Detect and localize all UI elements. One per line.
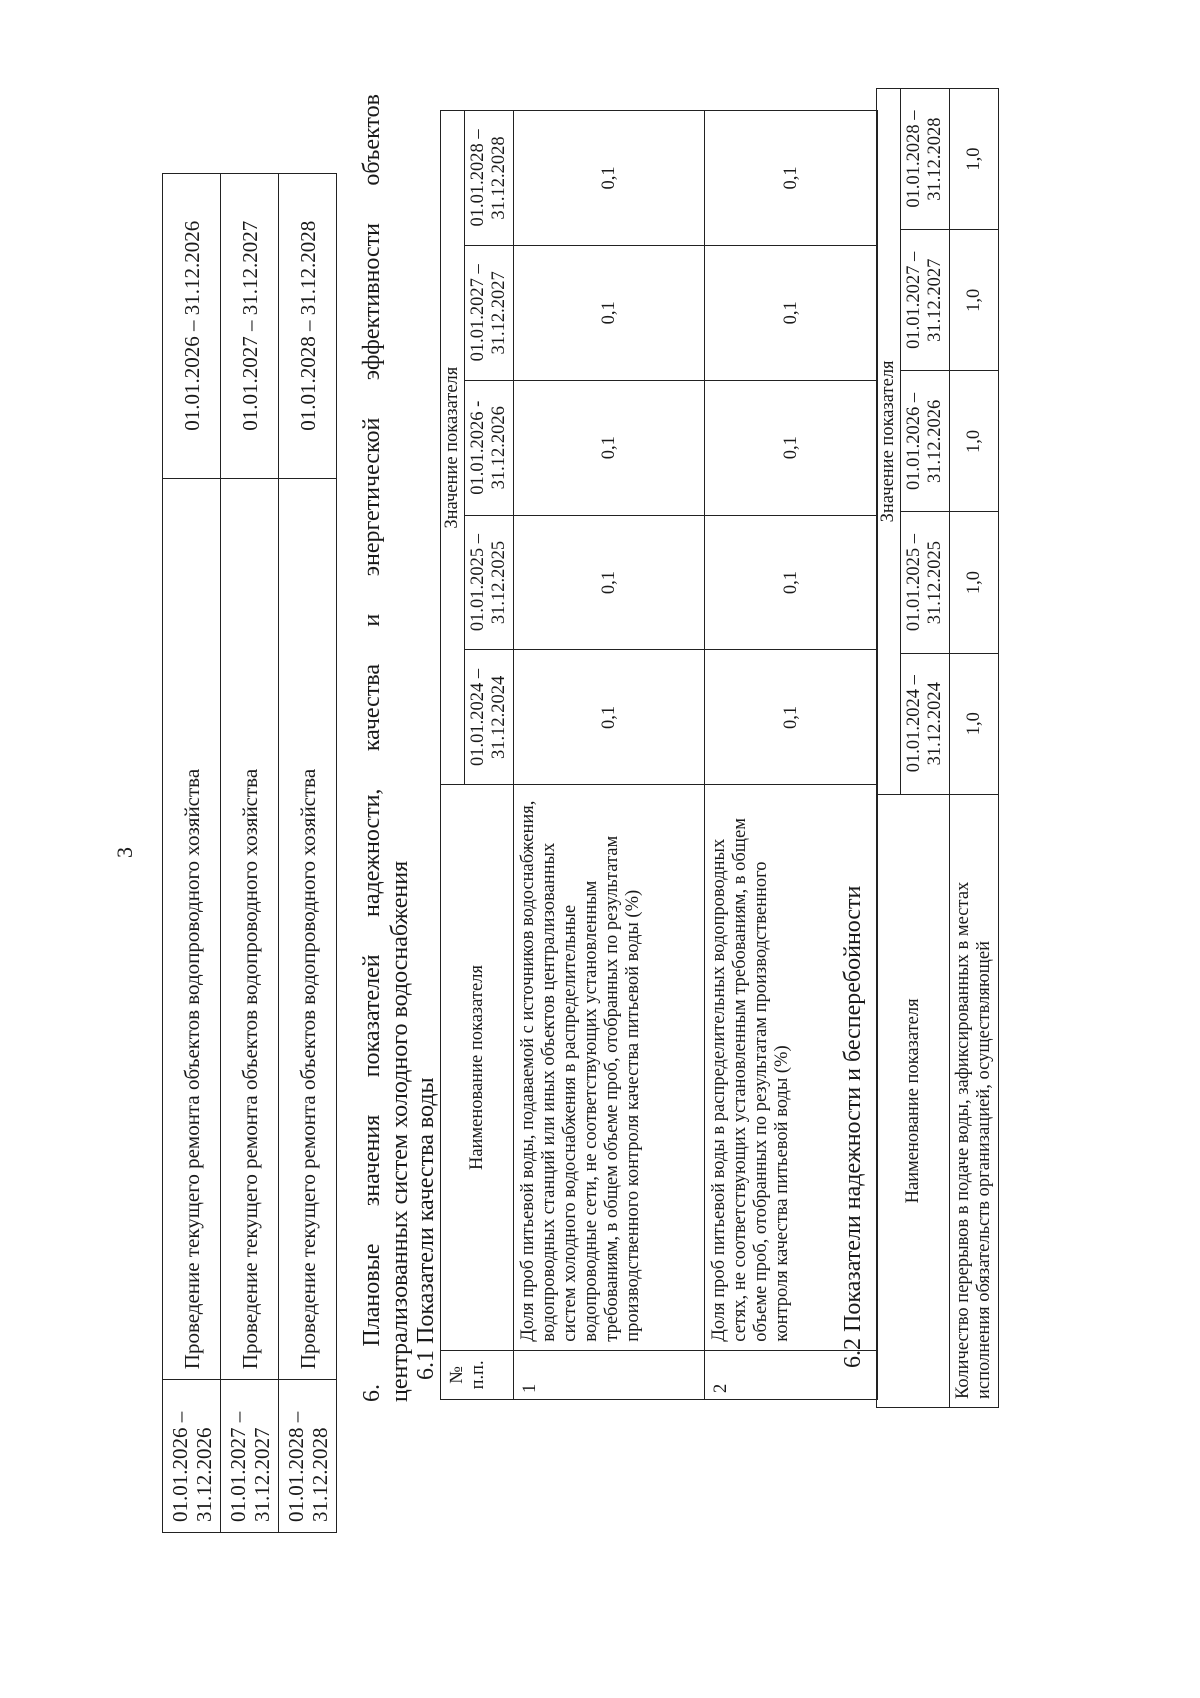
dates-cell: 01.01.2028 – 31.12.2028 — [279, 174, 337, 479]
section-6-heading-line1: 6. Плановые значения показателей надежности, качества и энергетической эффективности объектов — [359, 94, 385, 1402]
work-cell: Проведение текущего ремонта объектов водопроводного хозяйства — [221, 478, 279, 1380]
indicator-value: 0,1 — [705, 515, 878, 650]
period-header: 01.01.2027 – 31.12.2027 — [465, 245, 514, 380]
section-6-heading-line2: централизованных систем холодного водоснабжения — [387, 860, 413, 1402]
indicator-name: Доля проб питьевой воды в распределительных водопроводных сетях, не соответствующих установленным требованиям, в общем объеме проб, отобранных по результатам производственного контроля качества питьевой воды (%) — [705, 785, 878, 1350]
period-header: 01.01.2026 – 31.12.2026 — [901, 371, 950, 512]
table-row — [221, 174, 279, 1533]
indicator-name: Доля проб питьевой воды, подаваемой с источников водоснабжения, водопроводных станций или иных объектов централизованных систем холодного водоснабжения в распределительные водопроводные сети, не соответствующих установленным требованиям, в общем объеме проб, отобранных по результатам производственного контроля качества питьевой воды (%) — [514, 785, 705, 1350]
period-header: 01.01.2024 – 31.12.2024 — [465, 650, 514, 785]
indicator-value: 0,1 — [514, 380, 705, 515]
period-cell: 01.01.2028 – 31.12.2028 — [279, 1380, 337, 1533]
row-number: 1 — [514, 1350, 705, 1399]
period-header: 01.01.2024 – 31.12.2024 — [901, 653, 950, 794]
period-header: 01.01.2026 - 31.12.2026 — [465, 380, 514, 515]
indicator-value: 1,0 — [950, 371, 999, 512]
work-cell: Проведение текущего ремонта объектов водопроводного хозяйства — [163, 478, 221, 1380]
table-header-row — [441, 111, 465, 1400]
table-row — [950, 89, 999, 1408]
indicator-value: 0,1 — [705, 111, 878, 246]
period-cell: 01.01.2027 – 31.12.2027 — [221, 1380, 279, 1533]
indicator-value: 0,1 — [514, 245, 705, 380]
indicator-value: 0,1 — [514, 111, 705, 246]
period-header: 01.01.2025 – 31.12.2025 — [465, 515, 514, 650]
col-no-header: № п.п. — [441, 1350, 514, 1399]
indicator-value: 1,0 — [950, 89, 999, 230]
col-value-header: Значение показателя — [877, 89, 901, 795]
dates-cell: 01.01.2027 – 31.12.2027 — [221, 174, 279, 479]
reliability-table — [876, 88, 999, 1408]
indicator-value: 1,0 — [950, 653, 999, 794]
dates-cell: 01.01.2026 – 31.12.2026 — [163, 174, 221, 479]
indicator-name: Количество перерывов в подаче воды, зафиксированных в местах исполнения обязательств организацией, осуществляющей — [950, 794, 999, 1407]
repair-schedule-table — [162, 173, 337, 1533]
row-number: 2 — [705, 1350, 878, 1399]
section-6-heading — [358, 94, 414, 1402]
table-header-row — [877, 89, 901, 1408]
period-header: 01.01.2028 – 31.12.2028 — [465, 111, 514, 246]
period-header: 01.01.2028 – 31.12.2028 — [901, 89, 950, 230]
col-value-header: Значение показателя — [441, 111, 465, 785]
section-6-1-title: 6.1 Показатели качества воды — [413, 1077, 439, 1380]
indicator-value: 0,1 — [705, 650, 878, 785]
col-name-header: Наименование показателя — [441, 785, 514, 1350]
table-row — [163, 174, 221, 1533]
indicator-value: 1,0 — [950, 512, 999, 653]
period-header: 01.01.2027 – 31.12.2027 — [901, 230, 950, 371]
section-6-2-title: 6.2 Показатели надежности и бесперебойности — [840, 885, 866, 1368]
water-quality-table — [440, 110, 878, 1400]
col-name-header: Наименование показателя — [877, 794, 950, 1407]
table-row — [279, 174, 337, 1533]
period-header: 01.01.2025 – 31.12.2025 — [901, 512, 950, 653]
indicator-value: 0,1 — [514, 515, 705, 650]
period-cell: 01.01.2026 – 31.12.2026 — [163, 1380, 221, 1533]
indicator-value: 0,1 — [705, 380, 878, 515]
work-cell: Проведение текущего ремонта объектов водопроводного хозяйства — [279, 478, 337, 1380]
indicator-value: 0,1 — [705, 245, 878, 380]
table-row — [514, 111, 705, 1400]
indicator-value: 0,1 — [514, 650, 705, 785]
indicator-value: 1,0 — [950, 230, 999, 371]
page-number: 3 — [112, 847, 137, 858]
